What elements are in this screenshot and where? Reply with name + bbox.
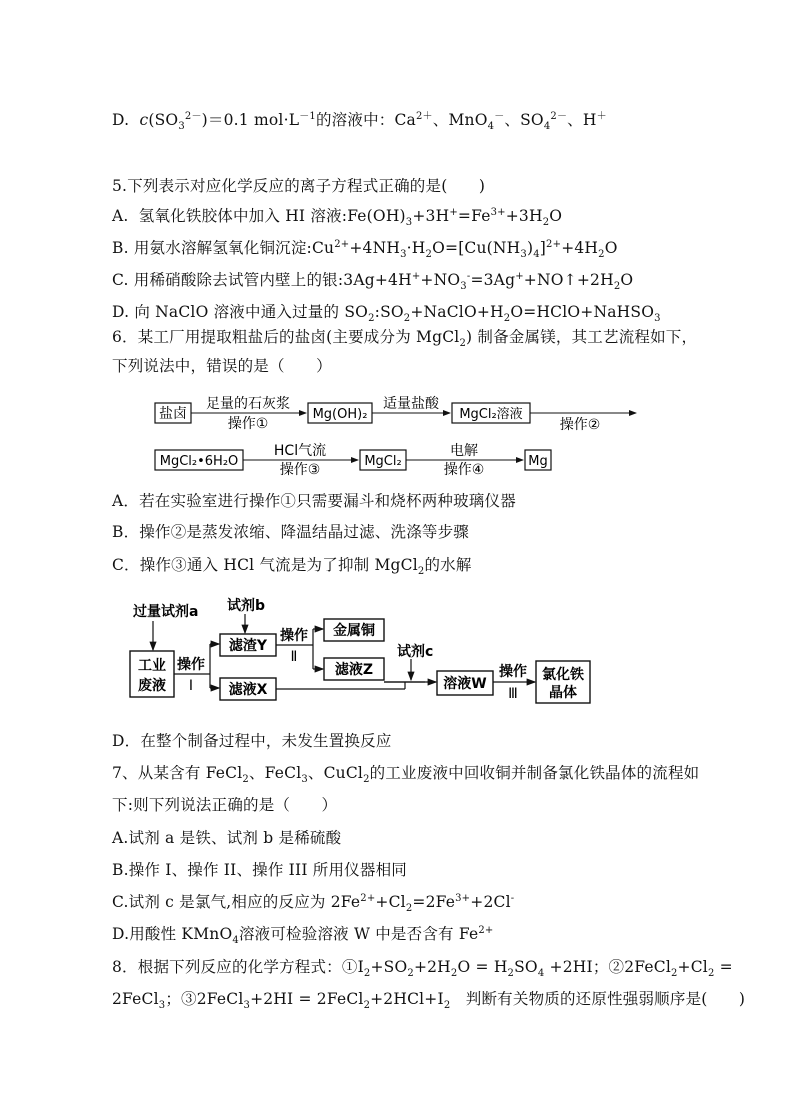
box-product-line1: 氯化铁	[542, 667, 584, 683]
op3-label-line2: Ⅲ	[508, 686, 518, 702]
q6-stem-line1: 6．某工厂用提取粗盐后的盐卤(主要成分为 MgCl$_2$) 制备金属镁，其工艺流程如下，	[112, 328, 698, 350]
q4-option-d: D. $c(SO_3^{2-})=0.1$ $mol\cdot L^{-1}$的溶液中：$Ca^{2+}$、MnO$_4$－、$SO_4^{2-}$、H＋	[112, 110, 607, 133]
op1-label-line2: Ⅰ	[188, 678, 194, 694]
q5-option-d: D. 向 NaClO 溶液中通入过量的 $SO_2:SO_2+NaClO+H_2O=HClO+NaHSO_3$	[112, 303, 661, 325]
op2-label-line2: Ⅱ	[290, 649, 298, 665]
q8-line2: 2FeCl$_3$；③2FeCl$_3$+2HI = $2FeCl_2+2HCl+I_2$ 判断有关物质的还原性强弱顺序是( )	[112, 990, 746, 1012]
q6-stem-line2: 下列说法中，错误的是（ ）	[112, 357, 332, 375]
flow-box-yanlu-label: 盐卤	[159, 406, 187, 422]
op1-label-line1: 操作	[177, 657, 205, 673]
flow-arrow-2-top-label: 适量盐酸	[383, 396, 439, 412]
flow-box-mgcl2-solution-label: MgCl₂溶液	[459, 407, 523, 422]
box-industrial-waste-line2: 废液	[138, 678, 166, 694]
reagent-a-label: 过量试剂a	[133, 604, 199, 620]
q7-option-c: C.试剂 c 是氯气,相应的反应为 $2Fe^{2+}+Cl_2=2Fe^{3+}+2Cl^-$	[112, 892, 515, 915]
q5-option-b: B. 用氨水溶解氢氧化铜沉淀$:Cu^{2+}+4NH_3\cdot H_2O=[Cu(NH_3)_4]^{2+}+4H_2O$	[112, 238, 618, 261]
flow-arrow-5-top-label: 电解	[450, 443, 478, 459]
box-solution-w-label: 溶液W	[443, 676, 487, 692]
reagent-b-label: 试剂b	[227, 598, 266, 614]
op3-label-line1: 操作	[499, 664, 527, 680]
q5-stem: 5.下列表示对应化学反应的离子方程式正确的是( )	[112, 177, 486, 195]
box-product-line2: 晶体	[549, 685, 577, 701]
q7-option-a: A.试剂 a 是铁、试剂 b 是稀硫酸	[112, 829, 342, 847]
q6-process-flow-diagram	[150, 388, 640, 478]
flow-arrow-3-bottom-label: 操作②	[559, 417, 601, 433]
q8-line1: 8．根据下列反应的化学方程式：$①I_2+SO_2+2H_2O = H_2SO_4 +2HI$；$②2FeCl_2+Cl_2$ =	[112, 958, 733, 980]
q7-option-b: B.操作 I、操作 II、操作 III 所用仪器相同	[112, 861, 407, 879]
q7-process-flow-diagram	[125, 596, 595, 722]
flow-arrow-4-top-label: HCl气流	[273, 443, 327, 459]
flow-arrow-5-bottom-label: 操作④	[443, 462, 485, 478]
q6-option-d: D．在整个制备过程中，未发生置换反应	[112, 732, 392, 750]
box-filtrate-z-label: 滤液Z	[334, 662, 374, 678]
flow-arrow-1-bottom-label: 操作①	[227, 416, 269, 432]
flow-box-mgcl2-label: MgCl₂	[364, 454, 402, 469]
q7-stem-line2: 下:则下列说法正确的是（ ）	[112, 796, 338, 814]
q5-option-a: A. 氢氧化铁胶体中加入 HI 溶液$:Fe(OH)_3+3H^+=Fe^{3+}+3H_2O$	[112, 206, 563, 229]
reagent-c-label: 试剂c	[397, 644, 434, 660]
box-filtrate-x-label: 滤液X	[228, 682, 268, 698]
q5-option-c: C. 用稀硝酸除去试管内壁上的银$:3Ag+4H^++NO_3^-=3Ag^++NO↑+2H_2O$	[112, 270, 634, 293]
flow-arrow-4-bottom-label: 操作③	[279, 462, 321, 478]
flow-box-mgoh2-label: Mg(OH)₂	[312, 407, 368, 422]
q6-option-a: A．若在实验室进行操作①只需要漏斗和烧杯两种玻璃仪器	[112, 492, 516, 510]
op2-label-line1: 操作	[280, 628, 308, 644]
box-copper-label: 金属铜	[333, 623, 375, 639]
flow-box-mg-label: Mg	[528, 454, 548, 469]
box-industrial-waste-line1: 工业	[138, 658, 166, 674]
q6-option-b: B．操作②是蒸发浓缩、降温结晶过滤、洗涤等步骤	[112, 523, 469, 541]
box-residue-y-label: 滤渣Y	[228, 638, 268, 654]
q7-option-d: D.用酸性 KMnO$_4$溶液可检验溶液 W 中是否含有 $Fe^{2+}$	[112, 924, 494, 947]
q6-option-c: C．操作③通入 HCl 气流是为了抑制 MgCl$_2$的水解	[112, 556, 472, 578]
q7-stem-line1: 7、从某含有 FeCl$_2$、FeCl$_3$、CuCl$_2$的工业废液中回收铜并制备氯化铁晶体的流程如	[112, 764, 700, 786]
flow-arrow-1-top-label: 足量的石灰浆	[206, 396, 290, 412]
flow-box-mgcl2-6h2o-label: MgCl₂•6H₂O	[159, 454, 239, 469]
